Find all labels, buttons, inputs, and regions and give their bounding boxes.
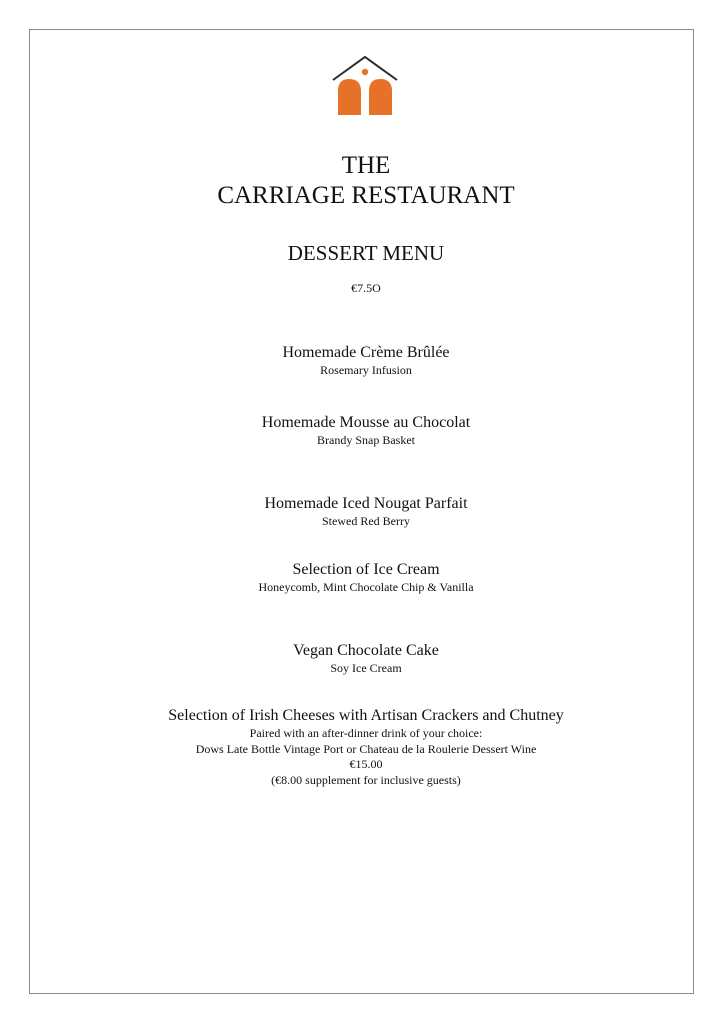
- restaurant-title-line2: CARRIAGE RESTAURANT: [217, 182, 515, 209]
- menu-title: DESSERT MENU: [287, 241, 445, 265]
- cheese-supplement-note: (€8.00 supplement for inclusive guests): [271, 773, 461, 787]
- cheese-price: €15.00: [349, 757, 383, 771]
- dessert-price: €7.5O: [351, 281, 381, 295]
- menu-item-name: Homemade Mousse au Chocolat: [261, 414, 471, 431]
- menu-item-name: Homemade Crème Brûlée: [282, 344, 450, 361]
- restaurant-title-line1: THE: [341, 152, 391, 179]
- menu-item-name: Vegan Chocolate Cake: [293, 642, 439, 659]
- restaurant-logo-icon: [331, 55, 399, 117]
- cheese-pairing-options: Dows Late Bottle Vintage Port or Chateau de la Roulerie Dessert Wine: [195, 742, 537, 756]
- cheese-selection-name: Selection of Irish Cheeses with Artisan Crackers and Chutney: [168, 707, 564, 724]
- menu-item-description: Rosemary Infusion: [320, 363, 412, 377]
- menu-item-name: Selection of Ice Cream: [292, 561, 440, 578]
- menu-item-description: Brandy Snap Basket: [317, 433, 415, 447]
- menu-item-name: Homemade Iced Nougat Parfait: [264, 495, 468, 512]
- menu-item-description: Stewed Red Berry: [322, 514, 410, 528]
- menu-item-description: Honeycomb, Mint Chocolate Chip & Vanilla: [258, 580, 474, 594]
- menu-item-description: Soy Ice Cream: [330, 661, 402, 675]
- cheese-pairing-intro: Paired with an after-dinner drink of your choice:: [249, 726, 483, 740]
